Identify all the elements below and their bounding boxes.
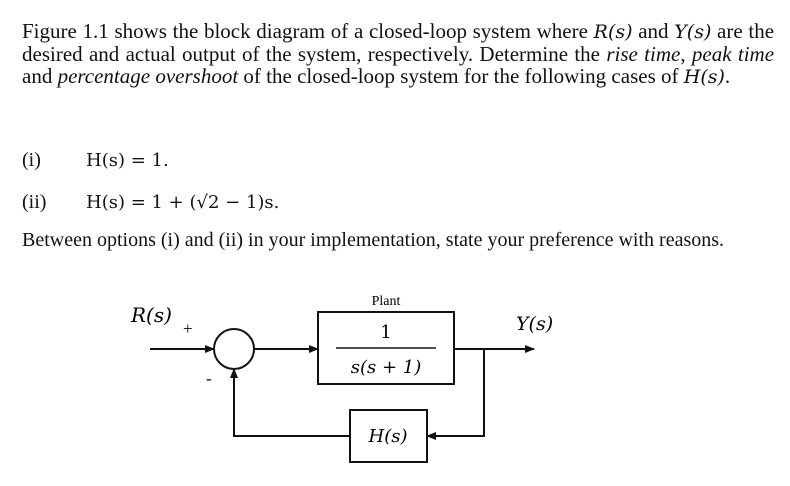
case-expression: H(s) = 1. bbox=[86, 150, 169, 171]
summing-junction bbox=[214, 329, 254, 369]
input-symbol: R(s) bbox=[593, 21, 633, 43]
are-text: are bbox=[717, 19, 743, 43]
rise-peak-time-text: rise time, peak time bbox=[606, 42, 775, 66]
case-number: (ii) bbox=[22, 191, 47, 213]
period: . bbox=[724, 64, 731, 88]
plant-numerator: 1 bbox=[380, 322, 392, 343]
problem-text-1: Figure 1.1 shows the block diagram of a closed-loop system where bbox=[22, 19, 588, 43]
output-label: Y(s) bbox=[516, 313, 554, 335]
plant-title: Plant bbox=[371, 294, 401, 309]
feedback-path-out bbox=[234, 369, 350, 436]
percentage-overshoot-text: percentage overshoot bbox=[57, 64, 239, 88]
problem-text-3: of the closed-loop system for the following cases of bbox=[243, 64, 679, 88]
feedback-label: H(s) bbox=[368, 426, 408, 447]
preference-question: Between options (i) and (ii) in your implementation, state your preference with reasons. bbox=[22, 229, 725, 251]
plus-sign: + bbox=[183, 319, 193, 338]
and-text-2: and bbox=[22, 64, 53, 88]
feedback-path-in bbox=[427, 349, 484, 436]
problem-text-2: the desired and actual output of the system, respectively. Determine the bbox=[22, 19, 775, 66]
and-text: and bbox=[638, 19, 669, 43]
case-number: (i) bbox=[22, 149, 41, 171]
case-expression: H(s) = 1 + (√2 − 1)s. bbox=[86, 192, 280, 213]
plant-denominator: s(s + 1) bbox=[350, 357, 422, 378]
h-symbol: H(s) bbox=[683, 66, 725, 88]
input-label: R(s) bbox=[131, 303, 172, 327]
minus-sign: - bbox=[206, 369, 212, 388]
output-symbol: Y(s) bbox=[674, 21, 712, 43]
